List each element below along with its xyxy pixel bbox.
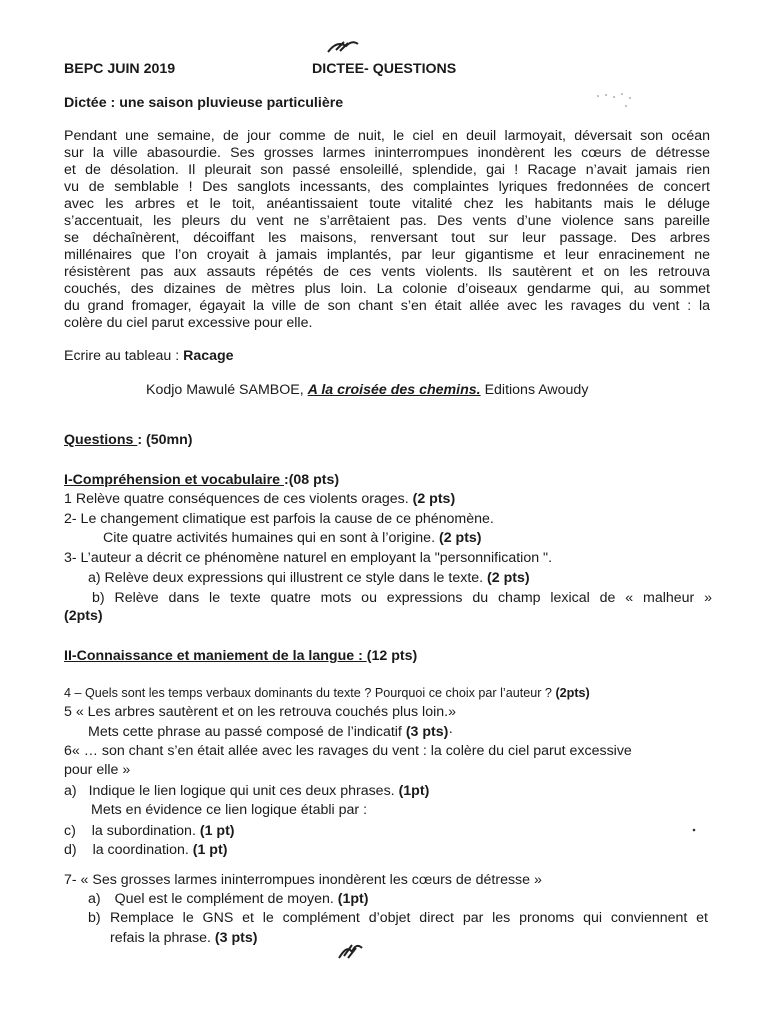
question-4 <box>64 686 590 700</box>
section-1-title <box>64 472 339 488</box>
board-instruction <box>64 348 234 364</box>
question-points: (1 pt) <box>199 823 235 839</box>
handwritten-mark-top <box>326 38 360 56</box>
handwritten-mark-bottom <box>336 940 366 962</box>
question-2: 2- Le changement climatique est parfois la cause de ce phénomène. <box>64 511 494 527</box>
section-1-points: :(08 pts) <box>283 472 340 488</box>
speck-right <box>690 826 698 834</box>
dictee-line: avec les arbres et le toit, anéantissaient toute vitalité chez les habitants mais le déluge <box>64 196 710 212</box>
dictee-line: se déchaînèrent, décoiffant les maisons, renversant tout sur leur passage. Des arbres <box>64 230 710 246</box>
item-label: d) <box>64 842 77 858</box>
dictee-line: millénaires que l’on croyait à jamais implantés, par leur gigantisme et leur enracinement ne <box>64 247 710 263</box>
question-text: refais la phrase. <box>110 930 215 946</box>
question-points: (2 pts) <box>487 570 530 586</box>
source-title: A la croisée des chemins. <box>307 382 481 398</box>
dictee-line: colère du ciel parut excessive pour elle. <box>64 315 313 331</box>
dictee-line: Pendant une semaine, de jour comme de nuit, le ciel en deuil larmoyait, déversait son océan <box>64 128 710 144</box>
question-7b-line-2 <box>110 930 257 946</box>
question-text: Quel est le complément de moyen. <box>114 891 338 907</box>
question-text: Cite quatre activités humaines qui en sont à l’origine. <box>103 530 439 546</box>
dictee-line: résistèrent pas aux assauts répétés de ces vents violents. Ils sautèrent et on les retrouva <box>64 264 710 280</box>
question-text: Indique le lien logique qui unit ces deux phrases. <box>88 783 399 799</box>
exam-session: BEPC JUIN 2019 <box>64 61 176 77</box>
section-2-title <box>64 648 417 664</box>
source-publisher: Editions Awoudy <box>480 382 589 398</box>
question-points: (1pt) <box>398 783 430 799</box>
question-tail: · <box>448 724 454 740</box>
question-7b-line-1: Remplace le GNS et le complément d’objet direct par les pronoms qui conviennent et <box>110 910 708 926</box>
question-points: (1pt) <box>337 891 369 907</box>
question-6c <box>64 823 235 839</box>
question-6a-sub: Mets en évidence ce lien logique établi par : <box>91 802 368 818</box>
questions-label: Questions <box>64 432 138 448</box>
dictee-text <box>64 128 710 332</box>
dictee-line: et de désolation. Il pleurait son passé ensoleillé, splendide, gai ! Racage n’avait jamais rien <box>64 162 710 178</box>
question-points: (1 pt) <box>192 842 228 858</box>
dictee-title: Dictée : une saison pluvieuse particulière <box>64 95 344 111</box>
question-6d <box>64 842 227 858</box>
question-7a <box>88 891 368 907</box>
item-label: c) <box>64 823 76 839</box>
speck-marks <box>594 90 644 110</box>
question-3b-points: (2pts) <box>64 608 103 624</box>
question-5: 5 « Les arbres sautèrent et on les retrouva couchés plus loin.» <box>64 704 456 720</box>
question-text: la subordination. <box>91 823 200 839</box>
question-text: 4 – Quels sont les temps verbaux dominants du texte ? Pourquoi ce choix par l’auteur ? <box>64 686 556 700</box>
dictee-line: couchés, des dizaines de mètres plus loin. La colonie d’oiseaux gendarme qui, au sommet <box>64 281 710 297</box>
question-1 <box>64 491 455 507</box>
question-points: (2 pts) <box>438 530 482 546</box>
section-2-points: (12 pts) <box>366 648 418 664</box>
source-citation <box>146 382 588 398</box>
question-text: Mets cette phrase au passé composé de l’indicatif <box>88 724 406 740</box>
question-3a <box>88 570 530 586</box>
dictee-line: du grand fromager, égayait la ville de son chant s’en était allée avec les ravages du vent : la <box>64 298 710 314</box>
question-text: la coordination. <box>92 842 193 858</box>
question-points: (3 pts) <box>405 724 449 740</box>
question-7b-label: b) <box>88 910 101 926</box>
question-points: (3 pts) <box>214 930 258 946</box>
questions-heading <box>64 432 193 448</box>
question-points: (2pts) <box>555 686 590 700</box>
document-title: DICTEE- QUESTIONS <box>312 61 457 77</box>
item-label: a) <box>64 783 77 799</box>
question-3b: b) Relève dans le texte quatre mots ou expressions du champ lexical de « malheur » <box>92 590 712 606</box>
source-author: Kodjo Mawulé SAMBOE, <box>146 382 308 398</box>
question-6-line-2: pour elle » <box>64 762 131 778</box>
dictee-line: vu de semblable ! Des sanglots incessants, des complaintes lyriques fredonnées de concert <box>64 179 710 195</box>
question-6-line-1: 6« … son chant s’en était allée avec les ravages du vent : la colère du ciel parut excessive <box>64 743 632 759</box>
question-7: 7- « Ses grosses larmes ininterrompues inondèrent les cœurs de détresse » <box>64 872 542 888</box>
question-5-sub <box>88 724 453 740</box>
section-2-label: II-Connaissance et maniement de la langue : <box>64 648 367 664</box>
dictee-line: sur la ville abasourdie. Ses grosses larmes ininterrompues inondèrent les cœurs de détresse <box>64 145 710 161</box>
item-label: a) <box>88 891 101 907</box>
question-2-sub <box>103 530 482 546</box>
question-text: a) Relève deux expressions qui illustrent ce style dans le texte. <box>88 570 488 586</box>
question-text: 1 Relève quatre conséquences de ces violents orages. <box>64 491 413 507</box>
board-prefix: Ecrire au tableau : <box>64 348 184 364</box>
dictee-line: s’accentuait, les pleurs du vent ne s’arrêtaient pas. Des vents d’une violence sans pareille <box>64 213 710 229</box>
question-6a <box>64 783 429 799</box>
question-3: 3- L’auteur a décrit ce phénomène naturel en employant la "personnification ". <box>64 550 553 566</box>
section-1-label: I-Compréhension et vocabulaire <box>64 472 284 488</box>
questions-duration: : (50mn) <box>137 432 193 448</box>
board-word: Racage <box>183 348 234 364</box>
question-points: (2 pts) <box>412 491 456 507</box>
